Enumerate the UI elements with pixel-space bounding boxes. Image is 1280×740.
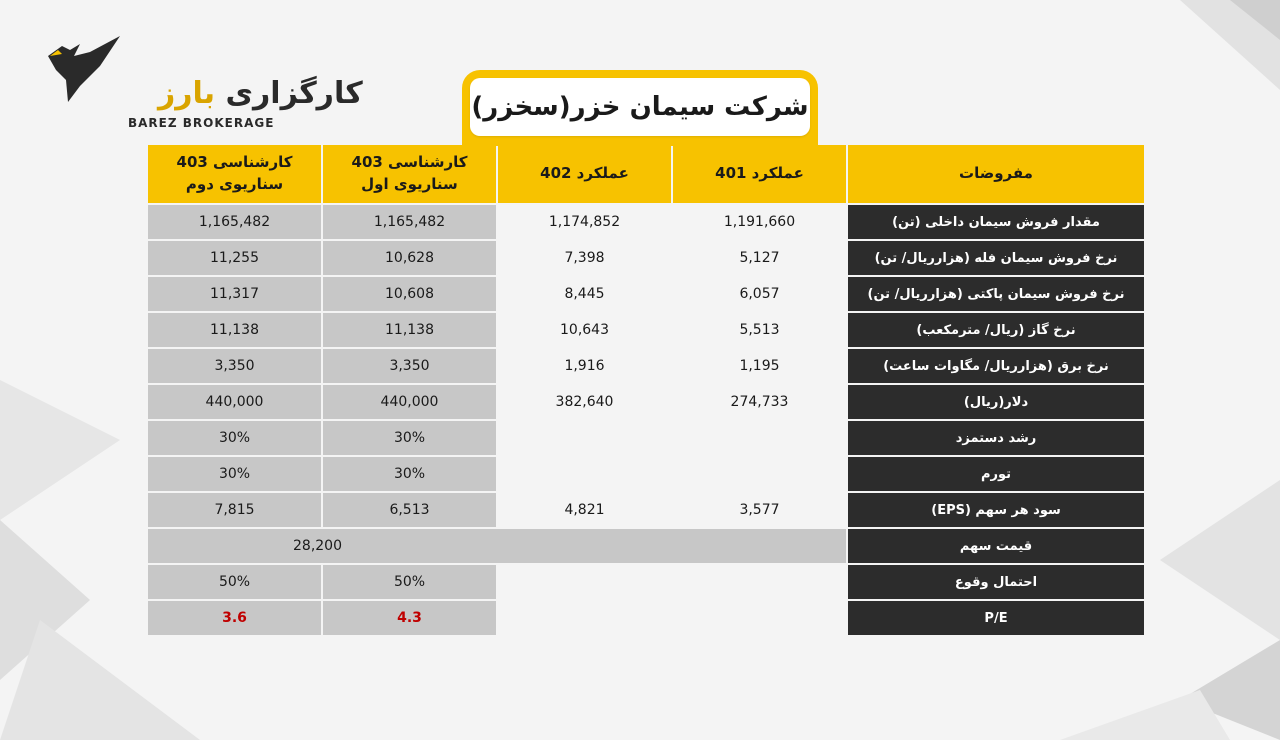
table-row: [148, 385, 1146, 419]
row-label: نرخ فروش سیمان فله (هزارریال/ تن): [848, 241, 1144, 275]
cell-actual-401: 1,195: [739, 358, 780, 374]
price-row: [148, 529, 1146, 563]
cell-actual-402: 4,821: [564, 502, 605, 518]
cell-actual-401: 5,127: [739, 250, 780, 266]
cell-actual-401: 3,577: [739, 502, 780, 518]
cell-scenario-1: 3,350: [323, 349, 496, 383]
logo-name-accent: بارز: [158, 76, 216, 111]
row-label: رشد دستمزد: [848, 421, 1144, 455]
cell-actual-401: [673, 421, 846, 455]
cell-actual-402: 8,445: [564, 286, 605, 302]
cell-scenario-2: 11,317: [148, 277, 321, 311]
cell-scenario-1: 10,608: [323, 277, 496, 311]
row-label: احتمال وقوع: [848, 565, 1144, 599]
table-header-row: [148, 145, 1146, 203]
cell-scenario-2: 30%: [148, 421, 321, 455]
eagle-logo-icon: [40, 36, 120, 106]
logo-name-fa: [158, 76, 363, 111]
row-label: دلار(ریال): [848, 385, 1144, 419]
table-row: [148, 493, 1146, 527]
table-row: [148, 277, 1146, 311]
cell-scenario-1: 440,000: [323, 385, 496, 419]
cell-scenario-1: 30%: [323, 457, 496, 491]
cell-actual-402: 7,398: [564, 250, 605, 266]
cell-actual-402: 1,916: [564, 358, 605, 374]
cell-actual-401: 1,191,660: [723, 214, 796, 230]
cell-scenario-2: 3.6: [148, 601, 321, 635]
cell-scenario-1: 6,513: [323, 493, 496, 527]
share-price-value: 28,200: [148, 529, 846, 563]
title-tab: [462, 70, 818, 146]
header-assumptions: مفروضات: [848, 145, 1144, 203]
page-title: شرکت سیمان خزر(سخزر): [471, 92, 809, 122]
row-label: نرخ گاز (ریال/ مترمکعب): [848, 313, 1144, 347]
title-box: [470, 78, 810, 136]
cell-scenario-1: 1,165,482: [323, 205, 496, 239]
cell-actual-401: 6,057: [739, 286, 780, 302]
row-label: تورم: [848, 457, 1144, 491]
cell-scenario-1: 30%: [323, 421, 496, 455]
cell-actual-402: [498, 457, 671, 491]
cell-actual-401: [673, 457, 846, 491]
cell-scenario-2: 1,165,482: [148, 205, 321, 239]
row-label: نرخ برق (هزارریال/ مگاوات ساعت): [848, 349, 1144, 383]
header-actual-402: عملکرد 402: [498, 145, 671, 203]
cell-scenario-2: 50%: [148, 565, 321, 599]
row-label: سود هر سهم (EPS): [848, 493, 1144, 527]
cell-actual-402: 1,174,852: [548, 214, 621, 230]
cell-actual-402: [498, 421, 671, 455]
cell-scenario-2: 11,138: [148, 313, 321, 347]
cell-scenario-2: 11,255: [148, 241, 321, 275]
header-scenario-1: کارشناسی 403 سناریوی اول: [323, 145, 496, 203]
logo-name-prefix: کارگزاری: [215, 76, 363, 111]
table-row: [148, 421, 1146, 455]
brand-logo: [40, 36, 363, 130]
table-row: [148, 349, 1146, 383]
table-row: [148, 205, 1146, 239]
cell-scenario-1: 11,138: [323, 313, 496, 347]
cell-actual-402: 10,643: [560, 322, 609, 338]
row-label: نرخ فروش سیمان پاکتی (هزارریال/ تن): [848, 277, 1144, 311]
cell-actual-401: 274,733: [730, 394, 789, 410]
header-actual-401: عملکرد 401: [673, 145, 846, 203]
table-row: [148, 313, 1146, 347]
cell-scenario-1: 4.3: [323, 601, 496, 635]
row-label: P/E: [848, 601, 1144, 635]
cell-actual-401: 5,513: [739, 322, 780, 338]
logo-name-en: BAREZ BROKERAGE: [128, 116, 275, 130]
table-row: [148, 241, 1146, 275]
probability-row: [148, 565, 1146, 599]
row-label: قیمت سهم: [848, 529, 1144, 563]
cell-actual-402: 382,640: [555, 394, 614, 410]
row-label: مقدار فروش سیمان داخلی (تن): [848, 205, 1144, 239]
cell-scenario-1: 50%: [323, 565, 496, 599]
pe-row: [148, 601, 1146, 635]
table-row: [148, 457, 1146, 491]
cell-scenario-2: 30%: [148, 457, 321, 491]
cell-scenario-2: 7,815: [148, 493, 321, 527]
cell-scenario-2: 3,350: [148, 349, 321, 383]
cell-scenario-2: 440,000: [148, 385, 321, 419]
header-scenario-2: کارشناسی 403 سناریوی دوم: [148, 145, 321, 203]
cell-scenario-1: 10,628: [323, 241, 496, 275]
